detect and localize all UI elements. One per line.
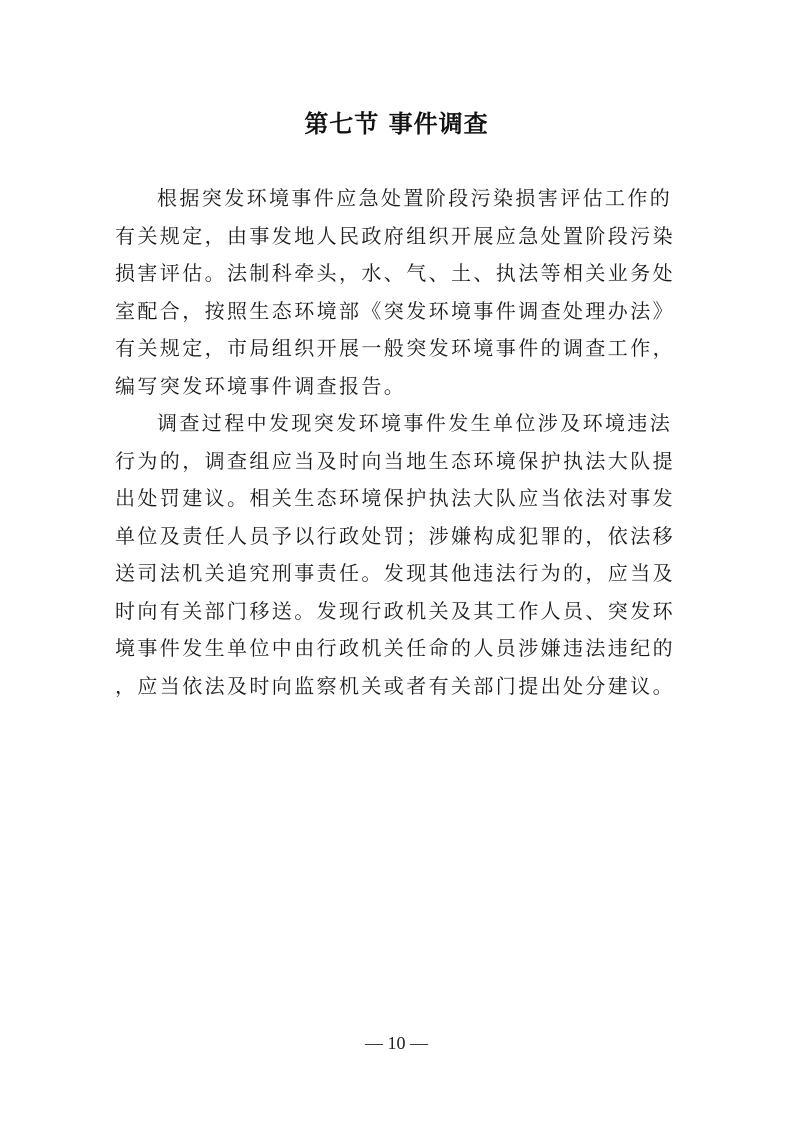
paragraph-line: 室配合，按照生态环境部《突发环境事件调查处理办法》 <box>115 298 675 323</box>
paragraph-line: 时向有关部门移送。发现行政机关及其工作人员、突发环 <box>115 598 675 623</box>
paragraph-2 <box>115 405 681 705</box>
body-text <box>115 180 681 705</box>
paragraph-line: 根据突发环境事件应急处置阶段污染损害评估工作的 <box>157 186 673 210</box>
paragraph-line: 境事件发生单位中由行政机关任命的人员涉嫌违法违纪的 <box>115 636 675 660</box>
section-title: 第七节 事件调查 <box>304 110 489 138</box>
paragraph-line: 单位及责任人员予以行政处罚；涉嫌构成犯罪的，依法移 <box>115 523 675 548</box>
paragraph-line: ，应当依法及时向监察机关或者有关部门提出处分建议。 <box>115 673 675 698</box>
paragraph-line: 损害评估。法制科牵头，水、气、土、执法等相关业务处 <box>115 261 675 285</box>
page-number: — 10 — <box>365 1033 428 1053</box>
paragraph-1 <box>115 180 681 405</box>
paragraph-line: 调查过程中发现突发环境事件发生单位涉及环境违法 <box>157 411 673 435</box>
paragraph-line: 送司法机关追究刑事责任。发现其他违法行为的，应当及 <box>115 561 675 585</box>
paragraph-line: 行为的，调查组应当及时向当地生态环境保护执法大队提 <box>115 448 675 473</box>
paragraph-line: 有关规定，市局组织开展一般突发环境事件的调查工作， <box>115 336 675 360</box>
paragraph-line: 有关规定，由事发地人民政府组织开展应急处置阶段污染 <box>115 223 675 248</box>
paragraph-line: 出处罚建议。相关生态环境保护执法大队应当依法对事发 <box>115 486 675 510</box>
paragraph-line: 编写突发环境事件调查报告。 <box>115 373 407 398</box>
